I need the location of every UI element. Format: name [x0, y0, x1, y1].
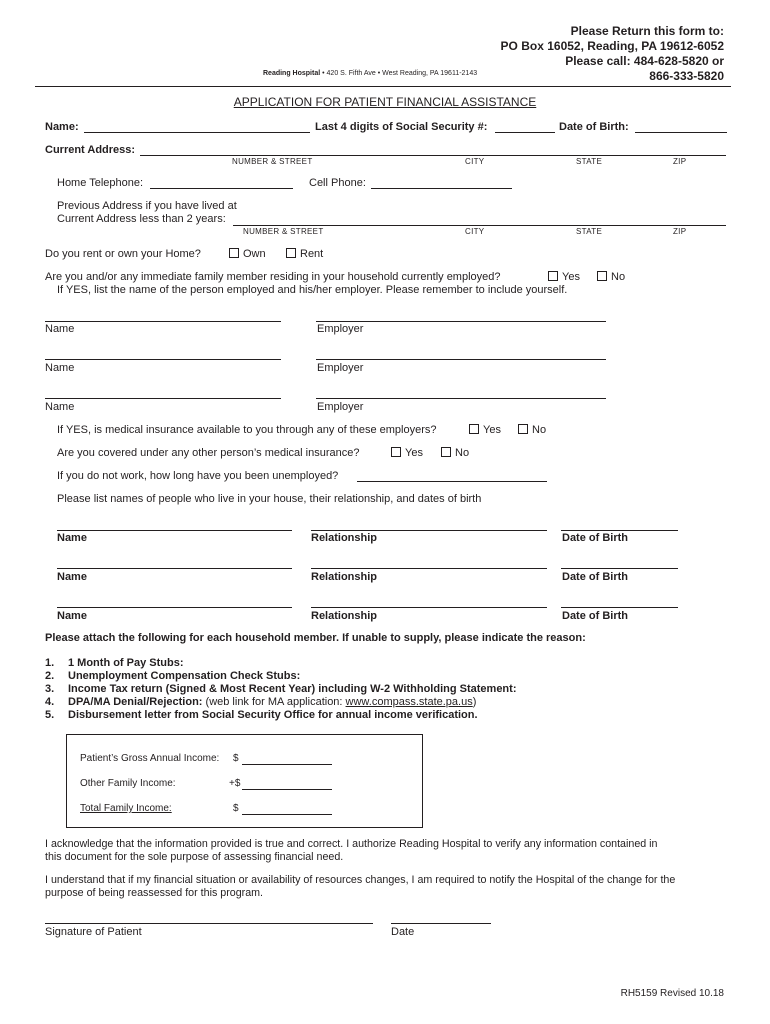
ma-note: (web link for MA application:	[205, 696, 343, 708]
header-divider	[35, 86, 731, 87]
hh-dob-label-2: Date of Birth	[562, 571, 628, 583]
insurance-no-option[interactable]	[518, 424, 546, 436]
cell-phone-label: Cell Phone:	[309, 177, 366, 189]
covered-yes-option[interactable]	[391, 447, 423, 459]
employed-yes-option[interactable]	[548, 271, 580, 283]
name-label: Name:	[45, 121, 79, 133]
signature-label: Signature of Patient	[45, 926, 142, 938]
hh-name-label-1: Name	[57, 532, 87, 544]
return-line-4: 866-333-5820	[649, 69, 724, 83]
gross-income-label: Patient’s Gross Annual Income:	[80, 753, 220, 764]
employee-name-label-3: Name	[45, 401, 75, 413]
employed-note: If YES, list the name of the person employed and his/her employer. Please remember to include yourself.	[57, 284, 568, 296]
employer-field-1[interactable]	[316, 321, 606, 322]
attach-num-5: 5.	[45, 709, 55, 721]
rent-label: Rent	[300, 248, 324, 260]
caption-state-2: STATE	[576, 227, 603, 236]
dob-label: Date of Birth:	[559, 121, 629, 133]
attach-item-4-row	[68, 696, 476, 708]
date-label: Date	[391, 926, 415, 938]
cell-phone-field[interactable]	[371, 188, 512, 189]
covered-yes-label: Yes	[405, 447, 423, 459]
hospital-info	[263, 70, 477, 77]
hh-relationship-label-2: Relationship	[311, 571, 378, 583]
insurance-yes-label: Yes	[483, 424, 501, 436]
rent-own-question: Do you rent or own your Home?	[45, 248, 201, 260]
employee-name-label-1: Name	[45, 323, 75, 335]
ma-note-close: )	[472, 696, 477, 708]
employed-yes-label: Yes	[562, 271, 580, 283]
total-income-field[interactable]	[242, 814, 332, 815]
covered-no-label: No	[455, 447, 470, 459]
hh-dob-field-3[interactable]	[561, 607, 678, 608]
attach-item-4: DPA/MA Denial/Rejection:	[68, 696, 203, 708]
acknowledge-line-2: this document for the sole purpose of assessing financial need.	[45, 851, 344, 863]
caption-street: NUMBER & STREET	[232, 157, 313, 166]
home-phone-label: Home Telephone:	[57, 177, 144, 189]
covered-yes-checkbox[interactable]	[391, 447, 401, 457]
attach-num-1: 1.	[45, 657, 55, 669]
employee-name-field-2[interactable]	[45, 359, 281, 360]
insurance-yes-checkbox[interactable]	[469, 424, 479, 434]
return-line-3: Please call: 484-628-5820 or	[565, 54, 724, 68]
hospital-address: • 420 S. Fifth Ave • West Reading, PA 19611-2143	[320, 70, 478, 77]
caption-city-2: CITY	[465, 227, 485, 236]
ssn-label: Last 4 digits of Social Security #:	[315, 121, 488, 133]
employed-no-option[interactable]	[597, 271, 625, 283]
insurance-no-label: No	[532, 424, 547, 436]
hh-name-label-2: Name	[57, 571, 87, 583]
attach-num-3: 3.	[45, 683, 55, 695]
understand-line-1: I understand that if my financial situation or availability of resources changes, I am required to notify the Hospital of the change for the	[45, 874, 676, 886]
own-option[interactable]	[229, 248, 266, 260]
covered-no-checkbox[interactable]	[441, 447, 451, 457]
signature-field[interactable]	[45, 923, 373, 924]
employed-no-checkbox[interactable]	[597, 271, 607, 281]
caption-zip-2: ZIP	[673, 227, 687, 236]
own-checkbox[interactable]	[229, 248, 239, 258]
dob-field[interactable]	[635, 132, 727, 133]
hh-name-label-3: Name	[57, 610, 87, 622]
insurance-yes-option[interactable]	[469, 424, 501, 436]
hh-relationship-field-1[interactable]	[311, 530, 547, 531]
form-title: APPLICATION FOR PATIENT FINANCIAL ASSISTANCE	[233, 95, 537, 109]
other-income-label: Other Family Income:	[80, 778, 176, 789]
employee-name-label-2: Name	[45, 362, 75, 374]
date-field[interactable]	[391, 923, 491, 924]
employer-label-2: Employer	[317, 362, 364, 374]
attach-heading: Please attach the following for each household member. If unable to supply, please indicate the reason:	[45, 632, 586, 644]
caption-street-2: NUMBER & STREET	[243, 227, 324, 236]
current-address-label: Current Address:	[45, 144, 136, 156]
hh-dob-label-3: Date of Birth	[562, 610, 628, 622]
home-phone-field[interactable]	[150, 188, 293, 189]
hh-relationship-label-1: Relationship	[311, 532, 378, 544]
insurance-question: If YES, is medical insurance available to you through any of these employers?	[57, 424, 437, 436]
employed-no-label: No	[611, 271, 626, 283]
hh-dob-field-1[interactable]	[561, 530, 678, 531]
total-income-label: Total Family Income:	[80, 803, 172, 814]
hh-relationship-field-3[interactable]	[311, 607, 547, 608]
rent-checkbox[interactable]	[286, 248, 296, 258]
ma-link[interactable]: www.compass.state.pa.us	[345, 696, 473, 708]
employer-field-3[interactable]	[316, 398, 606, 399]
employer-label-3: Employer	[317, 401, 364, 413]
hh-name-field-2[interactable]	[57, 568, 292, 569]
attach-item-2: Unemployment Compensation Check Stubs:	[68, 670, 301, 682]
gross-income-field[interactable]	[242, 764, 332, 765]
unemployed-field[interactable]	[357, 481, 547, 482]
employee-name-field-3[interactable]	[45, 398, 281, 399]
total-income-symbol: $	[233, 803, 239, 814]
hh-name-field-3[interactable]	[57, 607, 292, 608]
attach-item-5: Disbursement letter from Social Security Office for annual income verification.	[68, 709, 478, 721]
ssn-field[interactable]	[495, 132, 555, 133]
caption-city: CITY	[465, 157, 485, 166]
acknowledge-line-1: I acknowledge that the information provided is true and correct. I authorize Reading Hospital to verify any information contained in	[45, 838, 658, 850]
prev-address-label-1: Previous Address if you have lived at	[57, 200, 237, 212]
prev-address-label-2: Current Address less than 2 years:	[57, 213, 226, 225]
employed-question: Are you and/or any immediate family member residing in your household currently employed?	[45, 271, 501, 283]
employed-yes-checkbox[interactable]	[548, 271, 558, 281]
attach-item-1: 1 Month of Pay Stubs:	[68, 657, 184, 669]
prev-address-field[interactable]	[233, 225, 726, 226]
hh-relationship-field-2[interactable]	[311, 568, 547, 569]
employer-field-2[interactable]	[316, 359, 606, 360]
hh-relationship-label-3: Relationship	[311, 610, 378, 622]
own-label: Own	[243, 248, 266, 260]
attach-num-2: 2.	[45, 670, 55, 682]
covered-question: Are you covered under any other person’s medical insurance?	[57, 447, 360, 459]
household-question: Please list names of people who live in your house, their relationship, and dates of birth	[57, 493, 482, 505]
covered-no-option[interactable]	[441, 447, 469, 459]
hh-dob-label-1: Date of Birth	[562, 532, 628, 544]
rent-option[interactable]	[286, 248, 323, 260]
gross-income-symbol: $	[233, 753, 239, 764]
hh-name-field-1[interactable]	[57, 530, 292, 531]
return-line-1: Please Return this form to:	[570, 24, 724, 38]
understand-line-2: purpose of being reassessed for this program.	[45, 887, 264, 899]
insurance-no-checkbox[interactable]	[518, 424, 528, 434]
other-income-field[interactable]	[242, 789, 332, 790]
name-field[interactable]	[84, 132, 310, 133]
other-income-symbol: +$	[229, 778, 241, 789]
employee-name-field-1[interactable]	[45, 321, 281, 322]
hh-dob-field-2[interactable]	[561, 568, 678, 569]
attach-num-4: 4.	[45, 696, 55, 708]
caption-state: STATE	[576, 157, 603, 166]
current-address-field[interactable]	[140, 155, 726, 156]
caption-zip: ZIP	[673, 157, 687, 166]
employer-label-1: Employer	[317, 323, 364, 335]
return-line-2: PO Box 16052, Reading, PA 19612-6052	[500, 39, 724, 53]
hospital-name: Reading Hospital	[263, 70, 321, 77]
unemployed-question: If you do not work, how long have you been unemployed?	[57, 470, 339, 482]
form-code: RH5159 Revised 10.18	[620, 988, 724, 999]
attach-item-3: Income Tax return (Signed & Most Recent Year) including W-2 Withholding Statement:	[68, 683, 517, 695]
